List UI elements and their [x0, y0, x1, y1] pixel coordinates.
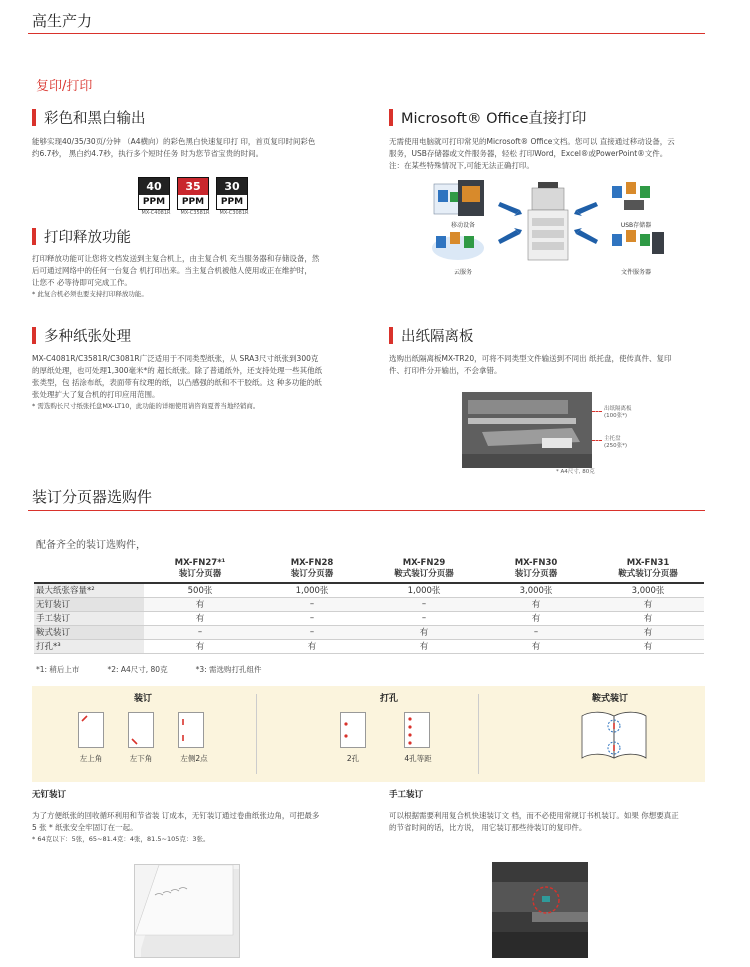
column-header: MX-FN28 装订分页器 — [256, 556, 368, 583]
usb-storage-icon — [612, 182, 650, 210]
mobile-label: 移动设备 — [450, 222, 475, 229]
manual-staple-title: 手工装订 — [389, 790, 424, 800]
punch-4-hole-sheet — [404, 712, 430, 748]
punch-caption-2: 4孔等距 — [404, 754, 432, 763]
usb-label: USB存储器 — [620, 222, 652, 229]
table-row: 鞍式装订 – – 有 – 有 — [34, 625, 704, 639]
paper-handling-text: MX-C4081R/C3581R/C3081R广泛适用于不同类型纸张，从 SRA3尺寸纸张到300克 的厚纸处理，也可处理1,300毫米*的 超长纸张。除了普通纸外，还支持处理一些其他纸 张类型，包 括涂布纸，表面带有纹理的纸，以凸感强的纸和不干胶纸。这 种多功能的纸 张处理扩大了复合机的打印应用范围。 * 需选购长尺寸纸张托盘MX-LT10，此功能的详细使用请咨询夏普当地经销商。 — [32, 354, 323, 410]
column-header: MX-FN27*¹ 装订分页器 — [144, 556, 256, 583]
ppm-badge-35: 35 PPM MX-C3581R — [177, 177, 213, 216]
ppm-badges — [138, 177, 252, 216]
paper-handling-heading: 多种纸张处理 — [32, 325, 131, 346]
staple-title: 装订 — [134, 694, 153, 704]
table-row: 打孔*³ 有 有 有 有 有 — [34, 639, 704, 653]
table-row: 最大纸张容量*² 500张 1,000张 1,000张 3,000张 3,000张 — [34, 583, 704, 597]
column-header: MX-FN30 装订分页器 — [480, 556, 592, 583]
separator-photo — [462, 392, 592, 468]
color-output-text: 能够实现40/35/30页/分钟 （A4横向）的彩色黑白快速复印打 印，首页复印时间彩色 约6.7秒， 黑白约4.7秒，执行多个短时任务 时为您节省宝贵的时间。 — [32, 137, 316, 158]
office-print-diagram — [428, 178, 668, 280]
staple-caption-3: 左侧2点 — [180, 754, 208, 763]
color-output-heading: 彩色和黑白输出 — [32, 107, 146, 128]
cloud-label: 云服务 — [453, 269, 472, 276]
saddle-title: 鞍式装订 — [592, 694, 629, 704]
header-divider — [28, 33, 705, 34]
stapleless-title: 无钉装订 — [32, 790, 67, 800]
callout-separator: 出纸隔离板 (100张*) — [604, 406, 632, 419]
separator-text: 选购出纸隔离板MX-TR20，可将不同类型文件输送到不同出 纸托盘，使传真件、复印 件、打印件分开输出，不会拿错。 — [389, 354, 672, 375]
manual-staple-text: 可以根据需要利用复合机快速装订文 档，而不必使用常规订书机装订。如果 你想要真正 的节省时间的话，比方说， 用它装订那些待装订的复印件。 — [389, 811, 679, 832]
band-divider-1 — [256, 694, 257, 774]
file-server-icon — [612, 230, 664, 254]
column-header: MX-FN31 鞍式装订分页器 — [592, 556, 704, 583]
callout-line-2 — [592, 440, 602, 441]
callout-line-1 — [592, 411, 602, 412]
print-release-heading: 打印释放功能 — [32, 226, 131, 247]
saddle-stitch-book-icon — [578, 706, 650, 768]
punch-caption-1: 2孔 — [346, 754, 360, 763]
table-row: 手工装订 有 – – 有 有 — [34, 611, 704, 625]
cloud-service-icon — [432, 232, 484, 260]
copy-print-label: 复印/打印 — [36, 79, 93, 94]
mobile-device-icon — [434, 180, 484, 216]
column-header: MX-FN29 鞍式装订分页器 — [368, 556, 480, 583]
heading-bar — [32, 109, 36, 126]
table-notes: *1: 稍后上市 *2: A4尺寸, 80克 *3: 需选购打孔组件 — [36, 665, 262, 674]
manual-staple-photo — [492, 862, 588, 958]
printer-icon — [528, 182, 568, 260]
server-label: 文件服务器 — [620, 269, 651, 276]
office-print-heading: Microsoft® Office直接打印 — [389, 107, 586, 128]
ppm-badge-40: 40 PPM MX-C4081R — [138, 177, 174, 216]
office-print-text: 无需使用电脑就可打印常见的Microsoft® Office文档。您可以 直接通过移动设备，云 服务，USB存储器或文件服务器，轻松 打印Word，Excel®或PowerPoint®文件。 注：在某些特殊情况下,可能无法正确打印。 — [389, 137, 675, 170]
band-divider-2 — [478, 694, 479, 774]
staple-top-left-sheet — [78, 712, 104, 748]
finisher-title: 装订分页器选购件 — [32, 488, 153, 506]
callout-main-tray: 主托盘 (250张*) — [604, 436, 628, 449]
staple-two-point-sheet — [178, 712, 204, 748]
finisher-divider — [28, 510, 705, 511]
finisher-spec-table — [34, 556, 704, 654]
page-title: 高生产力 — [32, 12, 93, 30]
staple-caption-1: 左上角 — [79, 754, 103, 763]
table-row: 无钉装订 有 – – 有 有 — [34, 597, 704, 611]
separator-heading: 出纸隔离板 — [389, 325, 474, 346]
punch-2-hole-sheet — [340, 712, 366, 748]
print-release-text: 打印释放功能可让您将文档发送到主复合机上，由主复合机 充当服务器和存储设备，然 后可通过网络中的任何一台复合 机打印出来。当主复合机被他人使用或正在维护时， 让您不 必等待即可完成工作。 * 此复合机必须也要支持打印释放功能。 — [32, 254, 320, 298]
ppm-badge-30: 30 PPM MX-C3081R — [216, 177, 252, 216]
separator-footnote: * A4尺寸, 80克 — [556, 469, 595, 475]
stapleless-photo — [134, 864, 240, 958]
table-header-row — [34, 556, 704, 583]
staple-bottom-left-sheet — [128, 712, 154, 748]
punch-title: 打孔 — [380, 694, 399, 704]
stapleless-text: 为了方便纸张的回收循环利用和节省装 订成本，无钉装订通过卷曲纸张边角，可把最多 5 张 * 纸张安全牢固订在一起。 * 64克以下：5张，65~81.4克：4张，81.5~105克：3张。 — [32, 811, 320, 843]
staple-caption-2: 左下角 — [129, 754, 153, 763]
finisher-intro: 配备齐全的装订选购件， — [36, 540, 146, 551]
